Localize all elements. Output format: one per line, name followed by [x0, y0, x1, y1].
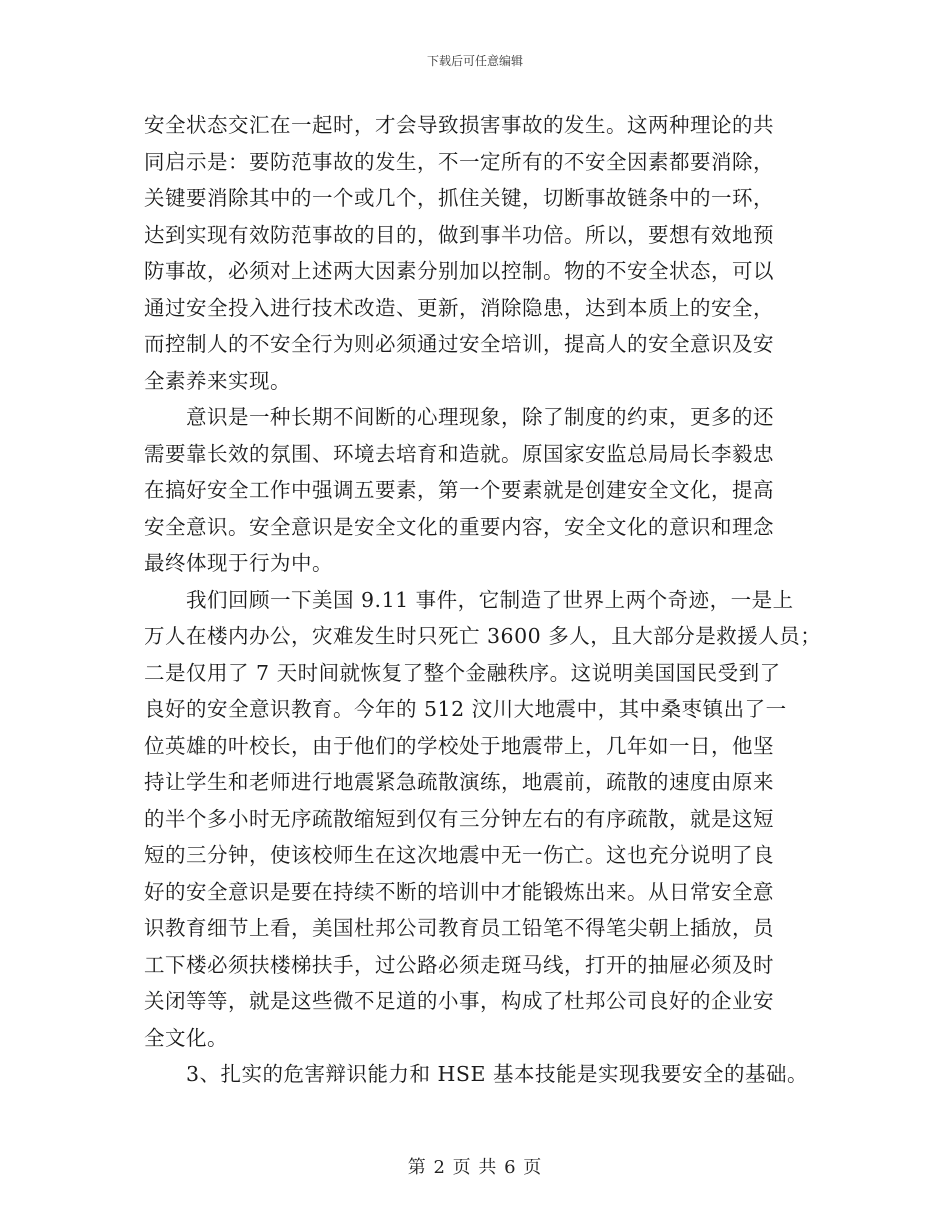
text-line: 短的三分钟，使该校师生在这次地震中无一伤亡。这也充分说明了良 [144, 843, 774, 867]
page-header: 下载后可任意编辑 [426, 54, 523, 68]
text-line: 良好的安全意识教育。今年的 512 汶川大地震中，其中桑枣镇出了一 [144, 697, 787, 721]
text-line: 关闭等等，就是这些微不足道的小事，构成了杜邦公司良好的企业安 [144, 989, 774, 1013]
text-line: 万人在楼内办公，灾难发生时只死亡 3600 多人，且大部分是救援人员； [144, 624, 822, 648]
text-line: 的半个多小时无序疏散缩短到仅有三分钟左右的有序疏散，就是这短 [144, 806, 774, 831]
text-line: 同启示是：要防范事故的发生，不一定所有的不安全因素都要消除， [144, 149, 774, 174]
text-line: 识教育细节上看，美国杜邦公司教育员工铅笔不得笔尖朝上插放，员 [144, 916, 774, 940]
text-line: 达到实现有效防范事故的目的，做到事半功倍。所以，要想有效地预 [144, 222, 774, 247]
text-line: 而控制人的不安全行为则必须通过安全培训，提高人的安全意识及安 [144, 332, 774, 356]
document-body [144, 107, 824, 1093]
text-line: 需要靠长效的氛围、环境去培育和造就。原国家安监总局局长李毅忠 [144, 441, 774, 466]
text-line: 安全状态交汇在一起时，才会导致损害事故的发生。这两种理论的共 [144, 113, 774, 137]
page-footer: 第 2 页 共 6 页 [407, 1157, 543, 1178]
paragraph-first-line: 意识是一种长期不间断的心理现象，除了制度的约束，更多的还 [186, 405, 774, 429]
paragraph-first-line: 3、扎实的危害辩识能力和 HSE 基本技能是实现我要安全的基础。 [186, 1062, 808, 1086]
text-line: 关键要消除其中的一个或几个，抓住关键，切断事故链条中的一环， [144, 186, 774, 210]
text-line: 位英雄的叶校长，由于他们的学校处于地震带上，几年如一日，他坚 [144, 733, 774, 758]
paragraph-first-line: 我们回顾一下美国 9.11 事件，它制造了世界上两个奇迹，一是上 [186, 587, 794, 612]
text-line: 最终体现于行为中。 [144, 551, 333, 575]
text-line: 全素养来实现。 [144, 368, 291, 393]
text-line: 工下楼必须扶楼梯扶手，过公路必须走斑马线，打开的抽屉必须及时 [144, 952, 774, 977]
text-line: 二是仅用了 7 天时间就恢复了整个金融秩序。这说明美国国民受到了 [144, 660, 781, 685]
text-line: 安全意识。安全意识是安全文化的重要内容，安全文化的意识和理念 [144, 514, 774, 539]
text-line: 在搞好安全工作中强调五要素，第一个要素就是创建安全文化，提高 [144, 478, 774, 502]
text-line: 防事故，必须对上述两大因素分别加以控制。物的不安全状态，可以 [144, 259, 774, 283]
text-line: 持让学生和老师进行地震紧急疏散演练，地震前，疏散的速度由原来 [144, 770, 774, 794]
text-line: 通过安全投入进行技术改造、更新，消除隐患，达到本质上的安全， [144, 295, 774, 320]
text-line: 全文化。 [144, 1025, 228, 1050]
text-line: 好的安全意识是要在持续不断的培训中才能锻炼出来。从日常安全意 [144, 879, 774, 904]
